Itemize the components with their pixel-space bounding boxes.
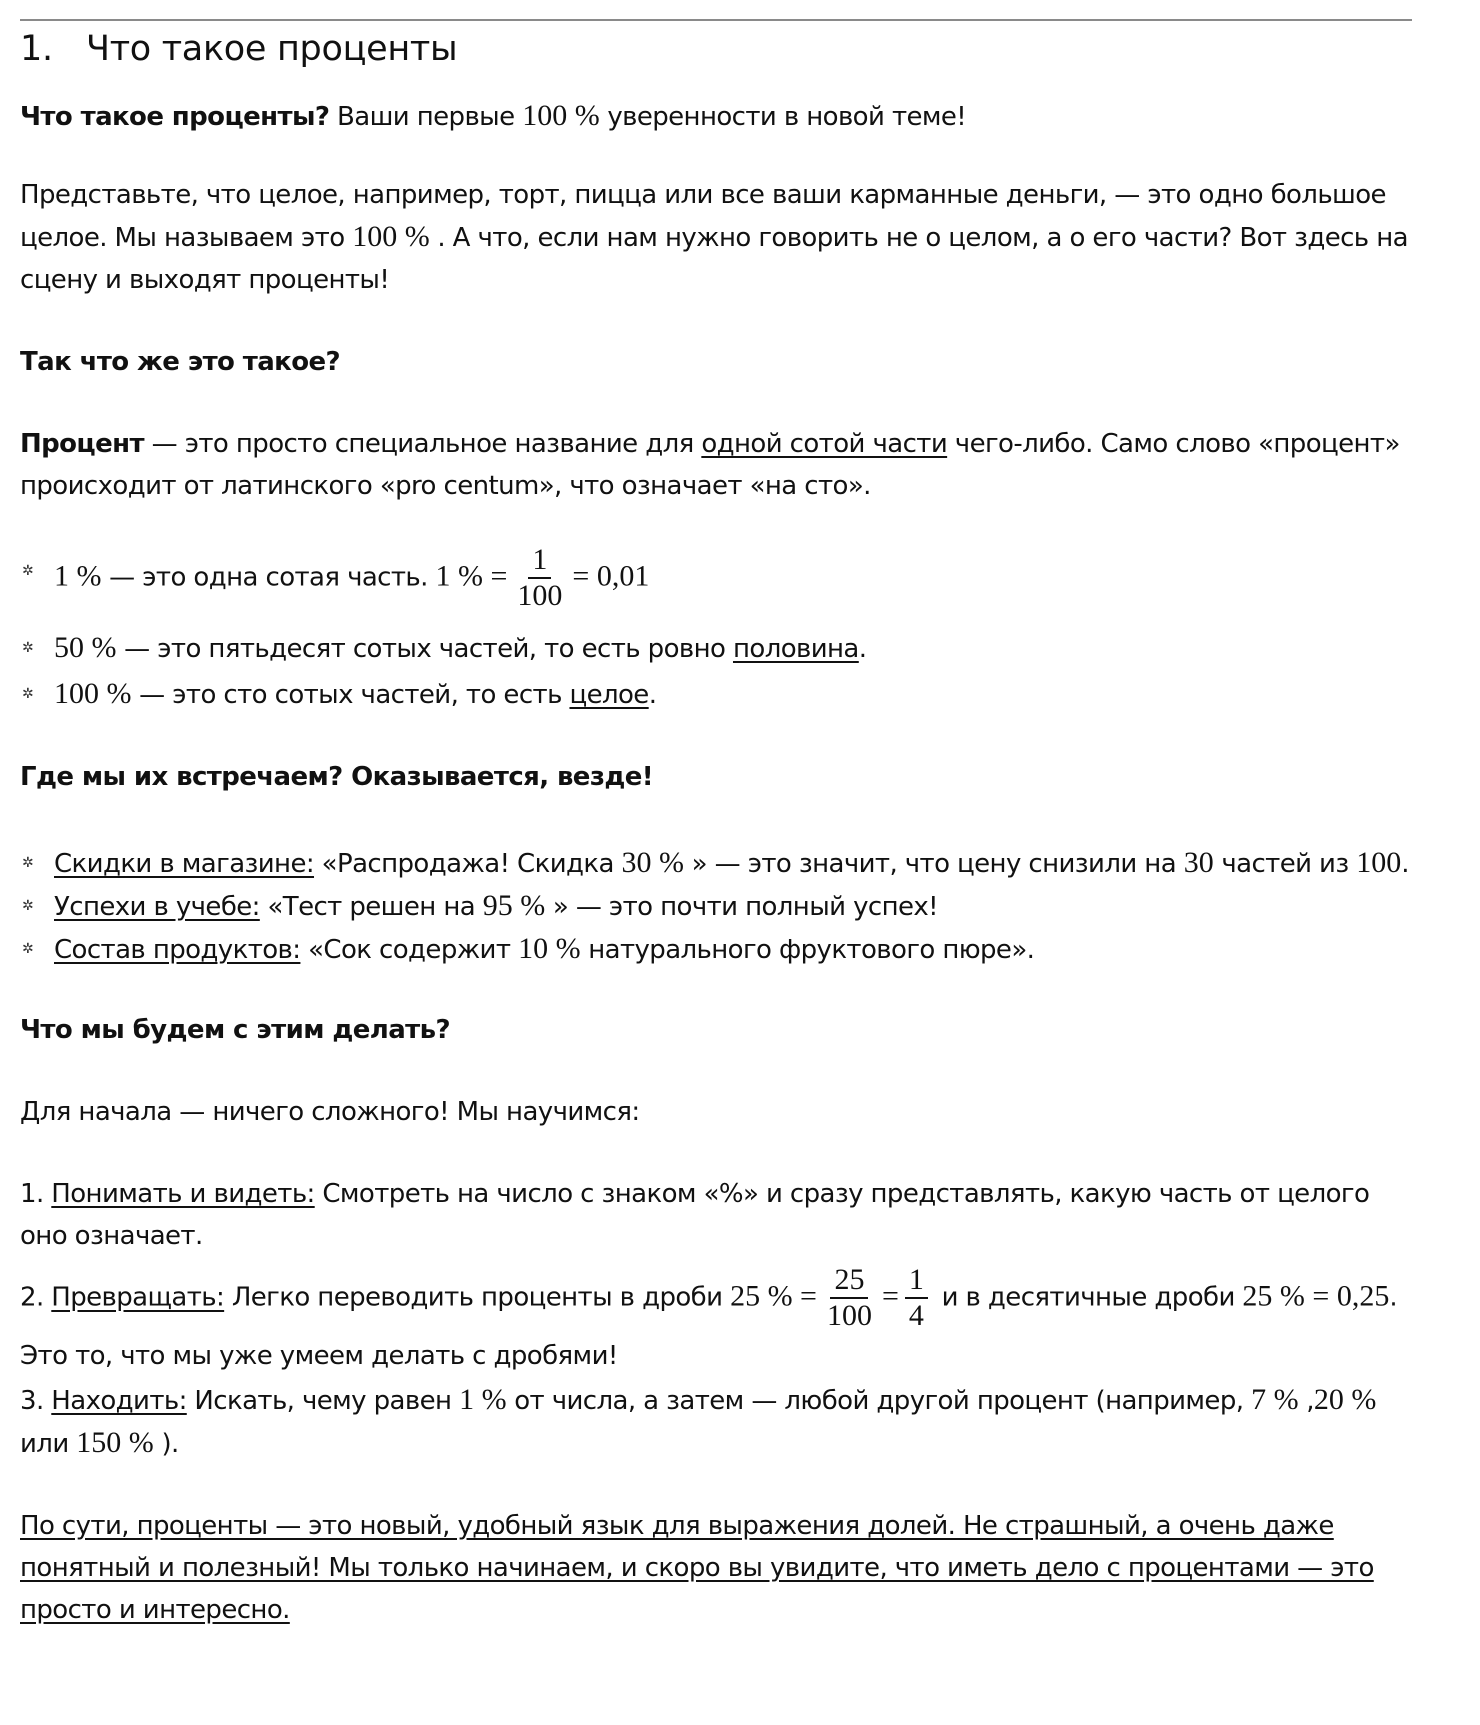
math: 30 <box>1183 846 1214 879</box>
math: 1 % <box>54 559 102 593</box>
underlined-text: Превращать: <box>51 1282 225 1313</box>
list-item <box>20 928 1410 971</box>
numerator: 1 <box>528 543 551 579</box>
math: 100 % <box>522 99 600 132</box>
math: 100 % <box>54 677 132 710</box>
text: ). <box>153 1429 179 1459</box>
text: или <box>20 1429 77 1459</box>
intro-paragraph <box>20 95 1410 138</box>
fraction <box>905 1263 928 1333</box>
numerator: 1 <box>905 1263 928 1299</box>
text: «Тест решен на <box>259 892 483 922</box>
section-title: Что такое проценты <box>86 29 458 69</box>
subheading-text: Где мы их встречаем? Оказывается, везде! <box>20 762 654 792</box>
math: = 0,01 <box>572 559 650 593</box>
text: Легко переводить проценты в дроби <box>224 1282 731 1313</box>
text: — это сто сотых частей, то есть <box>131 680 570 710</box>
text: — это пятьдесят сотых частей, то есть ровно <box>116 634 733 664</box>
math: 1 % <box>459 1383 507 1416</box>
numbered-list <box>20 1173 1410 1465</box>
fraction <box>823 1263 876 1333</box>
text: частей из <box>1213 849 1357 879</box>
math: = <box>881 1279 899 1313</box>
text: . <box>1401 849 1409 879</box>
math: 100 % <box>352 220 430 253</box>
underlined-text: Успехи в учебе: <box>54 892 260 922</box>
bullet-icon: ✲ <box>22 898 34 914</box>
divider <box>20 19 1412 21</box>
text: «Распродажа! Скидка <box>314 849 622 879</box>
text: . <box>858 634 867 664</box>
bullet-icon: ✲ <box>22 686 34 702</box>
subheading-text: Что мы будем с этим делать? <box>20 1015 450 1045</box>
text: и в десятичные дроби <box>933 1282 1243 1313</box>
underlined-text: Понимать и видеть: <box>51 1179 315 1209</box>
list-item <box>20 673 1410 716</box>
text: Искать, чему равен <box>186 1386 460 1416</box>
text: от числа, а затем — любой другой процент (например, <box>506 1386 1252 1416</box>
math: 25 % = <box>730 1279 817 1313</box>
underlined-text: половина <box>732 634 859 664</box>
list-item <box>20 1173 1410 1257</box>
math: 95 % <box>482 889 546 922</box>
denominator: 4 <box>908 1299 924 1332</box>
list-item <box>20 842 1410 885</box>
document <box>0 19 1410 1631</box>
list-item <box>20 885 1410 928</box>
subheading <box>20 341 1410 383</box>
text: . <box>648 680 657 710</box>
paragraph-plan: Для начала — ничего сложного! Мы научимся: <box>20 1097 640 1127</box>
section-number: 1. <box>20 29 53 69</box>
math: 10 % <box>518 932 581 965</box>
paragraph-definition <box>20 423 1410 507</box>
math: 1 % = <box>435 559 508 593</box>
item-number: 2. <box>20 1282 44 1313</box>
list-item <box>20 627 1410 670</box>
list-item <box>20 1379 1410 1465</box>
bullet-icon: ✲ <box>22 640 34 656</box>
section-heading <box>20 27 1410 71</box>
math: 100 <box>1356 846 1402 879</box>
text: Смотреть на число с знаком «%» и сразу представлять, какую часть от целого оно означает. <box>20 1179 1370 1251</box>
text: Представьте, что целое, например, торт, пицца или все ваши карманные деньги, — это одно большое целое. Мы называем это <box>20 180 1386 253</box>
text: — это просто специальное название для <box>143 429 702 459</box>
bullet-icon: ✲ <box>22 563 34 579</box>
item-number: 3. <box>20 1386 44 1416</box>
denominator: 100 <box>517 579 563 612</box>
math: 50 % <box>54 631 117 664</box>
list-item <box>20 543 1410 613</box>
math: 150 % <box>76 1426 154 1459</box>
text: чего-либо. Само слово «процент» происходит от латинского «pro centum», что означает «на сто». <box>20 429 1400 501</box>
text: » — это значит, что цену снизили на <box>684 849 1184 879</box>
conclusion <box>20 1505 1410 1631</box>
text: . Это то, что мы уже умеем делать с дробями! <box>20 1282 1397 1371</box>
text: «Сок содержит <box>300 935 519 965</box>
subheading <box>20 756 1410 798</box>
underlined-text: Состав продуктов: <box>54 935 301 965</box>
paragraph-whole <box>20 174 1410 301</box>
underlined-text: одной сотой части <box>701 429 948 459</box>
denominator: 100 <box>826 1299 872 1332</box>
item-number: 1. <box>20 1179 44 1209</box>
underlined-text: Скидки в магазине: <box>54 849 315 879</box>
text: Ваши первые <box>329 102 523 132</box>
math: 20 % <box>1313 1383 1377 1416</box>
bullet-list-meanings <box>20 543 1410 716</box>
math: 25 % = 0,25 <box>1242 1279 1390 1313</box>
math: 7 % <box>1251 1383 1299 1416</box>
underlined-text: Находить: <box>51 1386 187 1416</box>
term: Процент <box>20 429 144 459</box>
numerator: 25 <box>830 1263 868 1299</box>
intro-bold: Что такое проценты? <box>20 102 330 132</box>
subheading <box>20 1009 1410 1051</box>
list-item <box>20 1263 1410 1379</box>
underlined-text: По сути, проценты — это новый, удобный язык для выражения долей. Не страшный, а очень даже понятный и полезный! Мы только начинаем, и скоро вы увидите, что иметь дело с процентами — это просто и интересно. <box>20 1511 1374 1625</box>
subheading-text: Так что же это такое? <box>20 347 341 377</box>
underlined-text: целое <box>569 680 649 710</box>
bullet-list-examples <box>20 842 1410 971</box>
text: — это одна сотая часть. <box>101 562 436 593</box>
text: уверенности в новой теме! <box>599 102 967 132</box>
text: » — это почти полный успех! <box>545 892 938 922</box>
text: , <box>1298 1386 1314 1416</box>
math: 30 % <box>621 846 684 879</box>
fraction <box>513 543 566 613</box>
text: натурального фруктового пюре». <box>580 935 1035 965</box>
bullet-icon: ✲ <box>22 941 34 957</box>
bullet-icon: ✲ <box>22 855 34 871</box>
text: . А что, если нам нужно говорить не о целом, а о его части? Вот здесь на сцену и выходят проценты! <box>20 223 1408 295</box>
